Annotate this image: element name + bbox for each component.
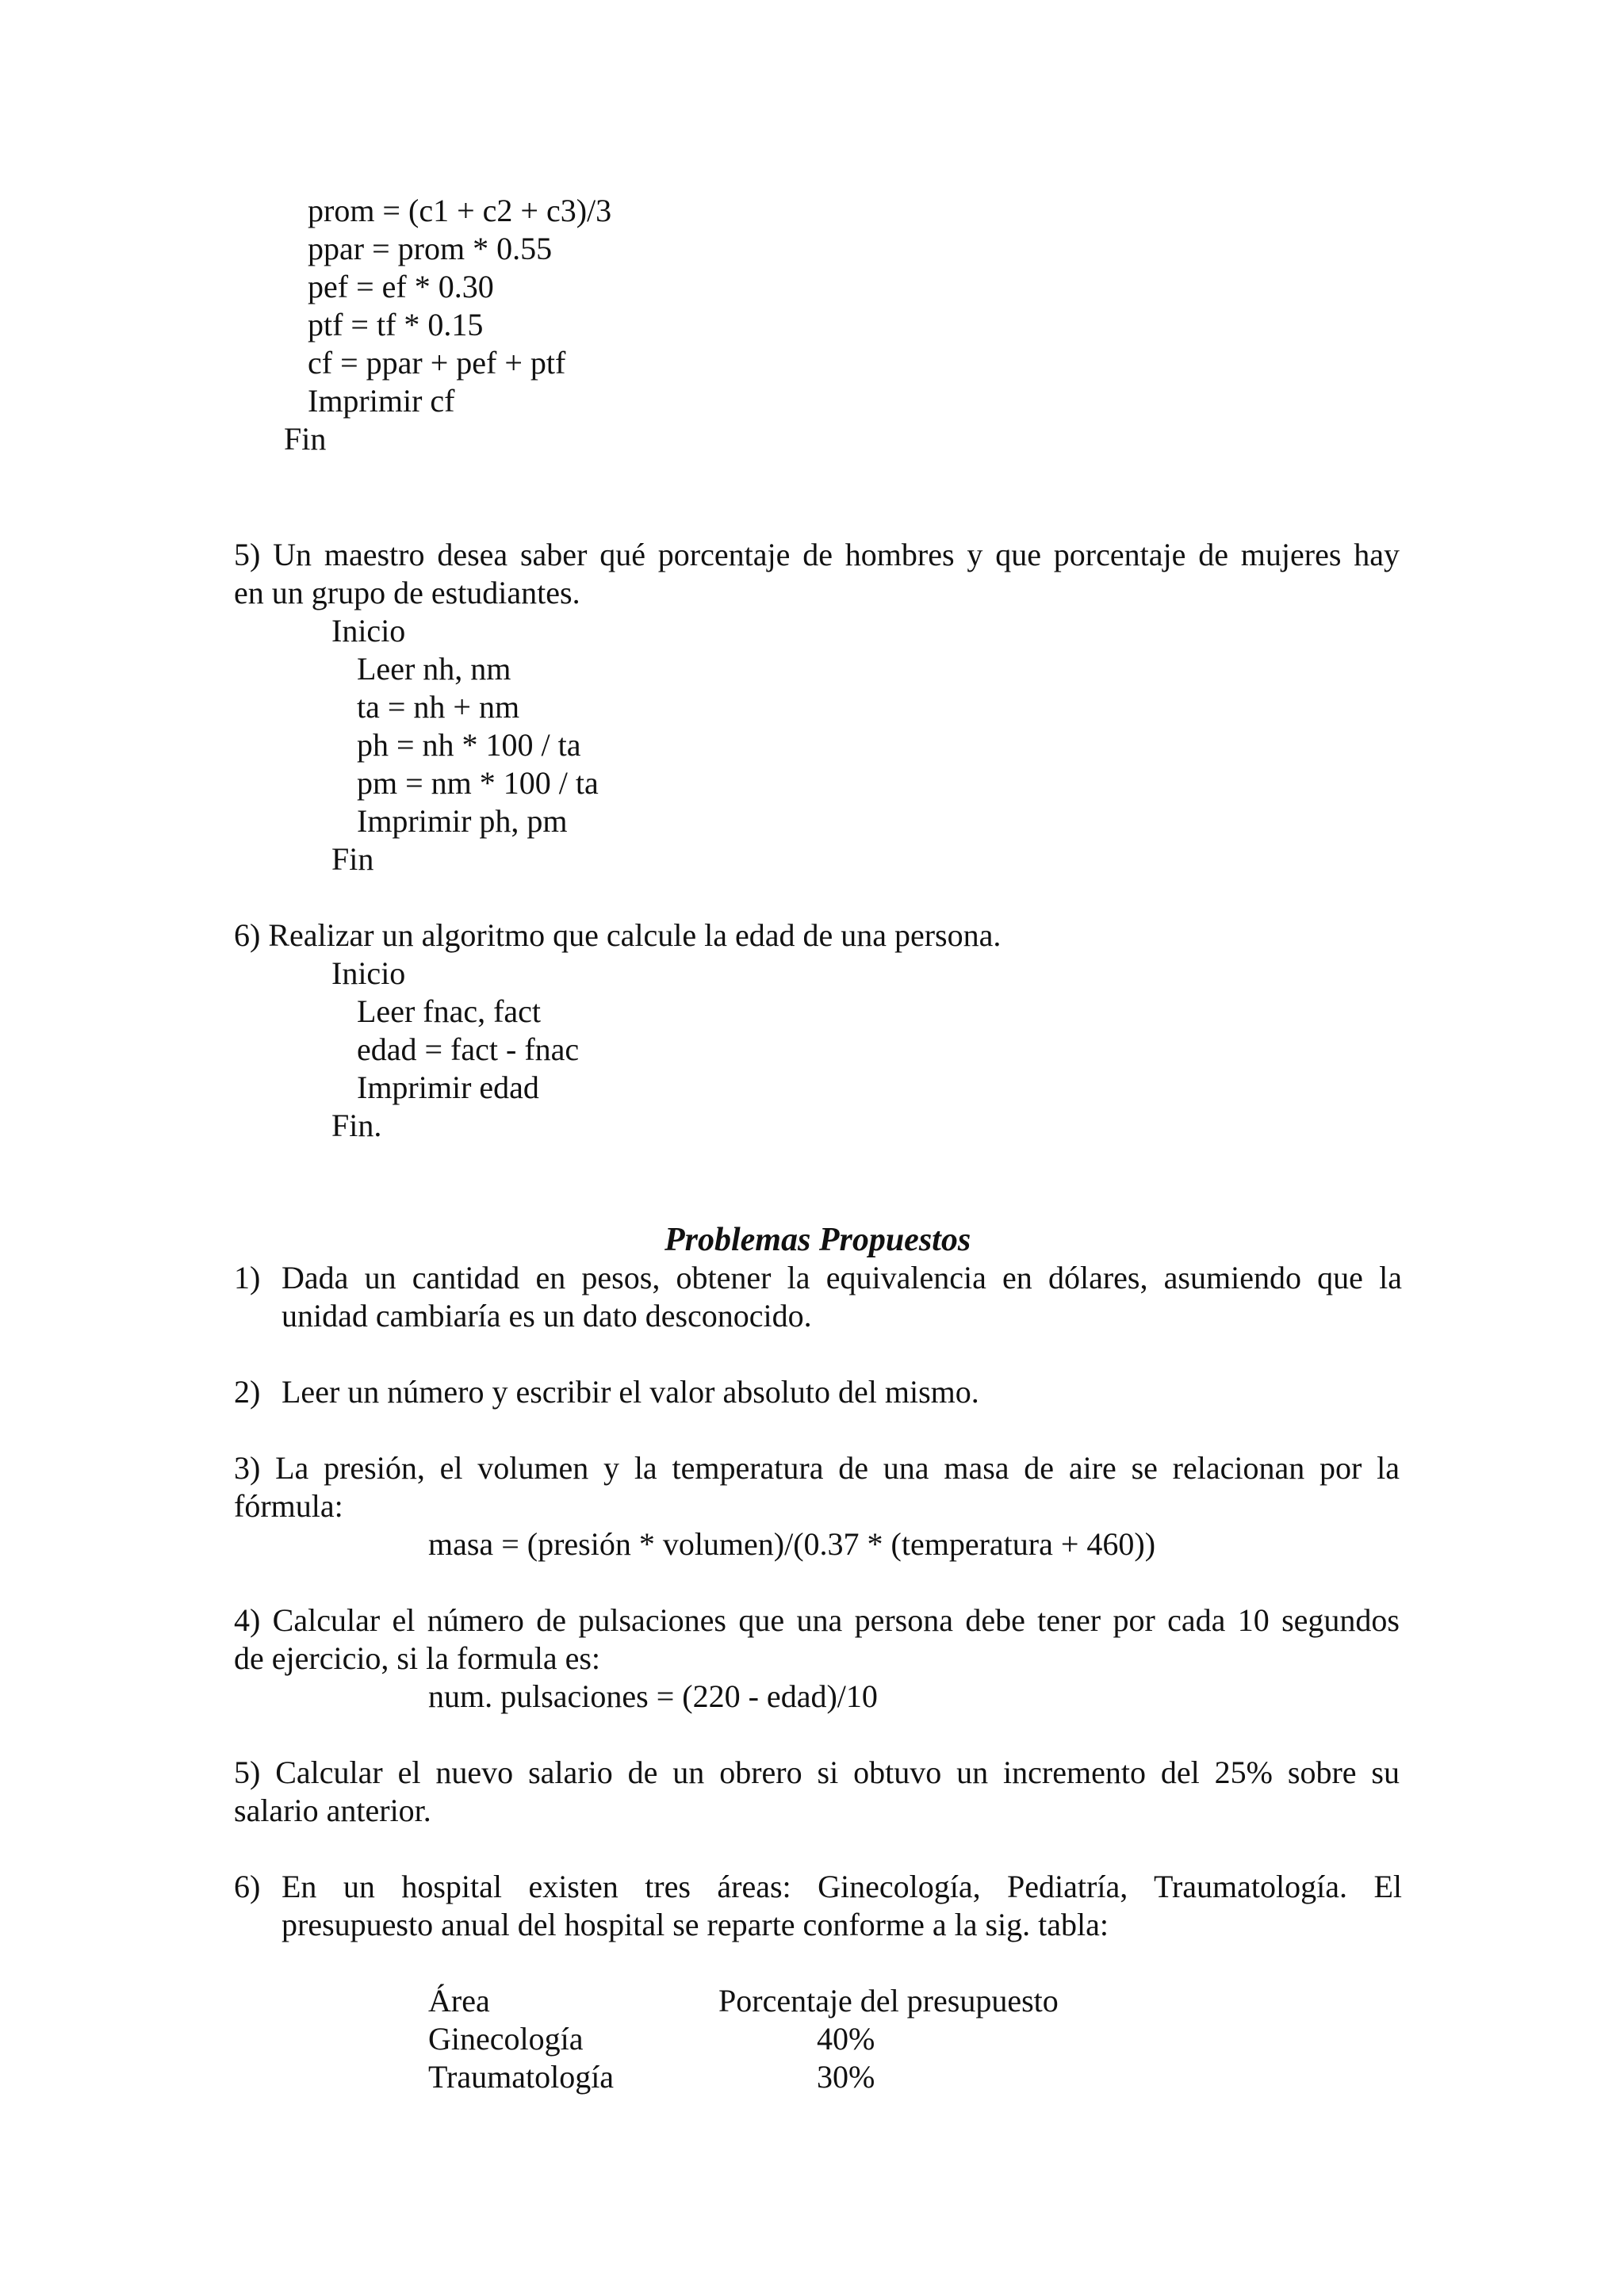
- table-cell-percentage: 40%: [817, 2021, 875, 2057]
- table-cell-area: Traumatología: [428, 2059, 615, 2095]
- table-header-area: Área: [428, 1983, 490, 2019]
- problem-5-text-cont: salario anterior.: [234, 1793, 431, 1828]
- exercise-5-statement-cont: en un grupo de estudiantes.: [234, 575, 580, 610]
- table-cell-area: Ginecología: [428, 2021, 584, 2057]
- problem-4-text: 4) Calcular el número de pulsaciones que una persona debe tener por cada 10 segundos: [234, 1602, 1400, 1638]
- code-end: Fin: [284, 421, 327, 457]
- problem-1-number: 1): [234, 1260, 261, 1295]
- code-line: Leer fnac, fact: [357, 993, 542, 1029]
- problem-3-text: 3) La presión, el volumen y la temperatura de una masa de aire se relacionan por la: [234, 1450, 1400, 1486]
- code-start: Inicio: [331, 955, 406, 991]
- problem-5-text: 5) Calcular el nuevo salario de un obrero si obtuvo un incremento del 25% sobre su: [234, 1755, 1400, 1790]
- problem-3-text-cont: fórmula:: [234, 1488, 343, 1524]
- code-line: ptf = tf * 0.15: [308, 307, 484, 342]
- problem-4-formula: num. pulsaciones = (220 - edad)/10: [428, 1678, 878, 1714]
- problem-1-text-cont: unidad cambiaría es un dato desconocido.: [282, 1298, 812, 1334]
- code-start: Inicio: [331, 613, 406, 649]
- code-line: cf = ppar + pef + ptf: [308, 345, 566, 381]
- problem-6-number: 6): [234, 1869, 261, 1904]
- code-line: Imprimir ph, pm: [357, 803, 568, 839]
- code-end: Fin: [331, 841, 374, 877]
- code-line: pm = nm * 100 / ta: [357, 765, 599, 801]
- problem-2-text: Leer un número y escribir el valor absoluto del mismo.: [282, 1374, 979, 1410]
- code-line: ppar = prom * 0.55: [308, 231, 553, 266]
- exercise-6-statement: 6) Realizar un algoritmo que calcule la edad de una persona.: [234, 917, 1002, 953]
- problem-2-number: 2): [234, 1374, 261, 1410]
- table-header-percentage: Porcentaje del presupuesto: [718, 1983, 1059, 2019]
- table-cell-percentage: 30%: [817, 2059, 875, 2095]
- code-line: ta = nh + nm: [357, 689, 520, 725]
- problem-6-text-cont: presupuesto anual del hospital se reparte conforme a la sig. tabla:: [282, 1907, 1109, 1942]
- problem-1-text: Dada un cantidad en pesos, obtener la equivalencia en dólares, asumiendo que la: [282, 1260, 1402, 1295]
- code-end: Fin.: [331, 1108, 382, 1143]
- exercise-5-statement: 5) Un maestro desea saber qué porcentaje de hombres y que porcentaje de mujeres hay: [234, 537, 1400, 572]
- code-line: Leer nh, nm: [357, 651, 511, 687]
- code-line: Imprimir edad: [357, 1070, 539, 1105]
- problem-3-formula: masa = (presión * volumen)/(0.37 * (temperatura + 460)): [428, 1526, 1156, 1562]
- section-title: Problemas Propuestos: [665, 1222, 971, 1258]
- code-line: Imprimir cf: [308, 383, 455, 419]
- problem-6-text: En un hospital existen tres áreas: Ginecología, Pediatría, Traumatología. El: [282, 1869, 1402, 1904]
- problem-4-text-cont: de ejercicio, si la formula es:: [234, 1640, 601, 1676]
- code-line: edad = fact - fnac: [357, 1031, 580, 1067]
- code-line: pef = ef * 0.30: [308, 269, 494, 304]
- code-line: ph = nh * 100 / ta: [357, 727, 581, 763]
- code-line: prom = (c1 + c2 + c3)/3: [308, 193, 612, 228]
